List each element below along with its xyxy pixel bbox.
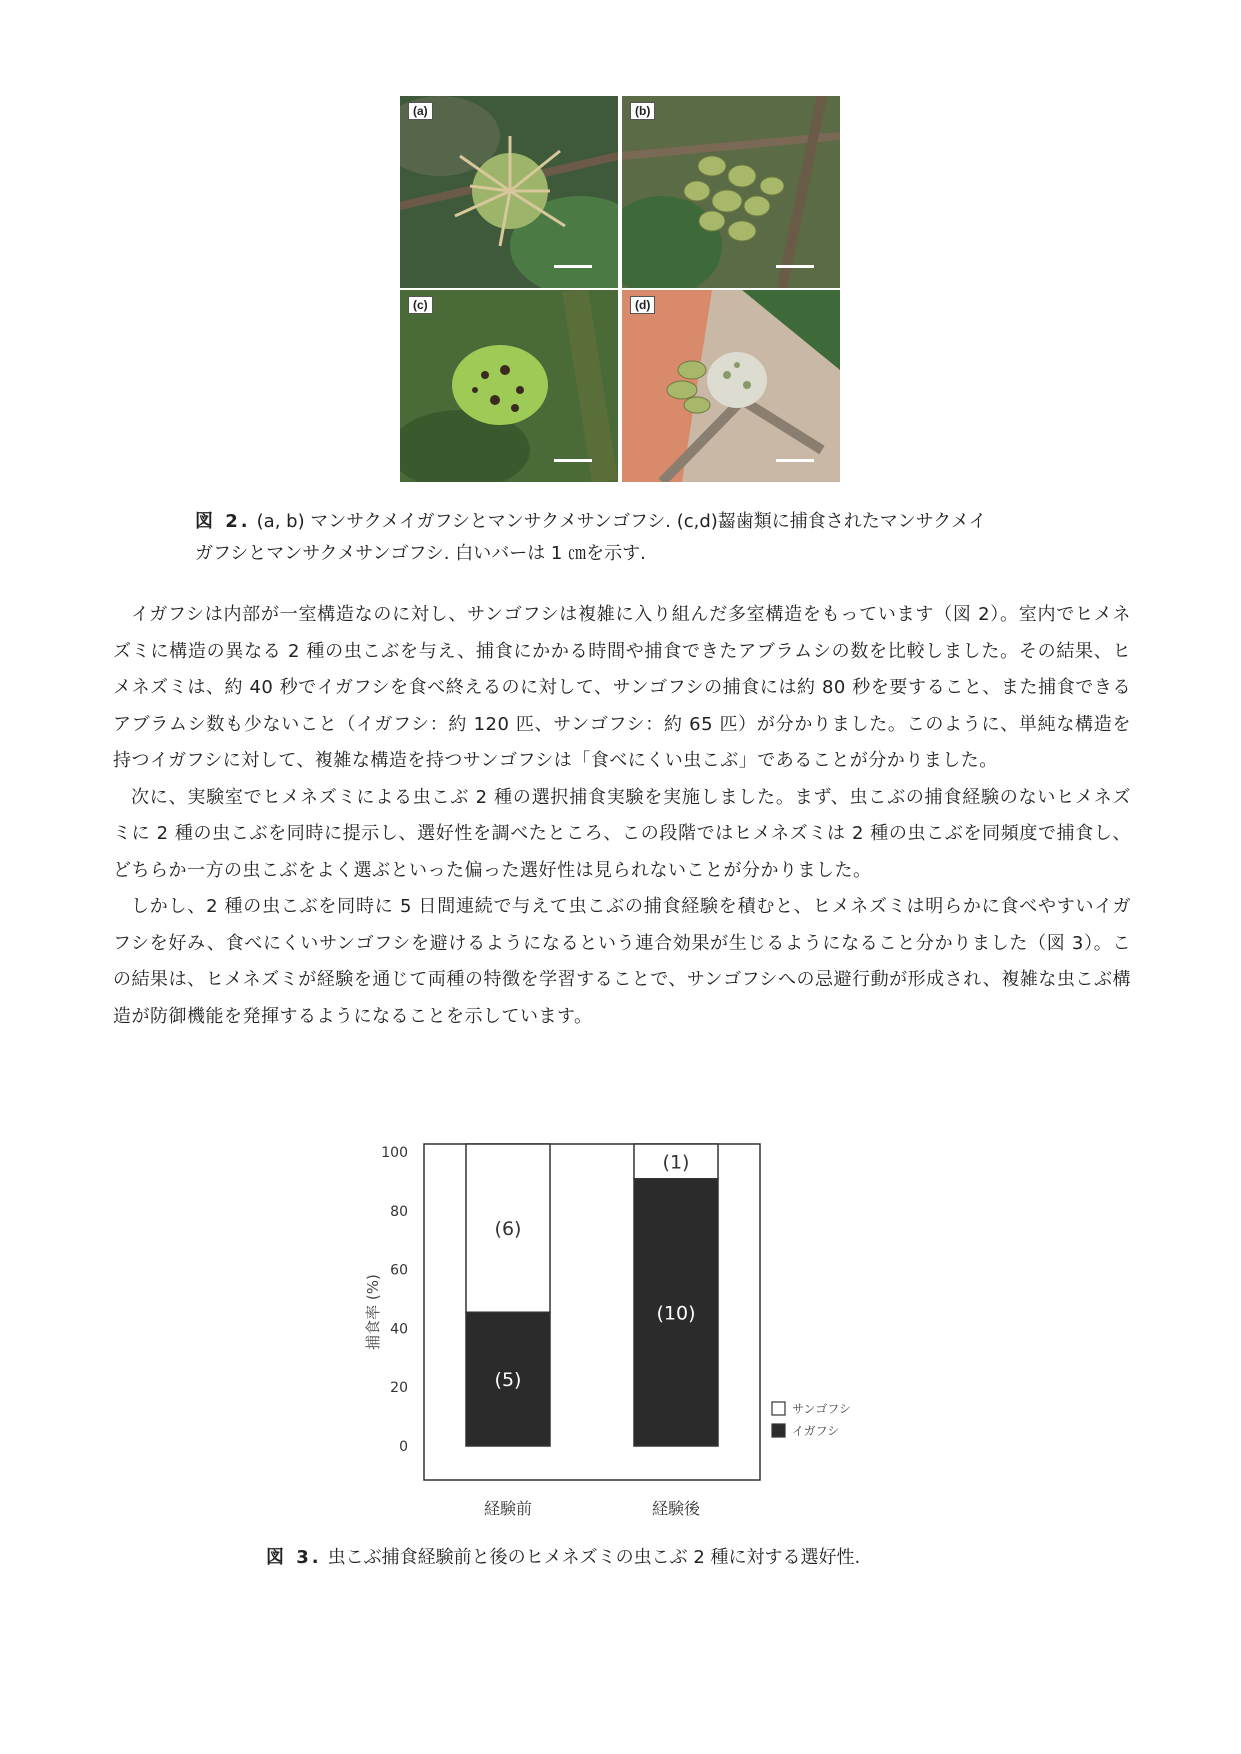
- body-text: [113, 597, 1131, 1035]
- photo-panel-b: [622, 96, 840, 288]
- bar-count-label: (6): [494, 1218, 522, 1241]
- eaten-spiny-gall-photo-icon: [400, 290, 618, 482]
- figure2-caption-line1: (a, b) マンサクメイガフシとマンサクメサンゴフシ. (c,d)齧歯類に捕食されたマンサクメイ: [256, 511, 987, 532]
- photo-panel-c: [400, 290, 618, 482]
- panel-label-d: (d): [630, 296, 655, 314]
- figure2-caption-line2: ガフシとマンサクメサンゴフシ. 白いバーは 1 ㎝を示す.: [195, 543, 646, 564]
- figure2-photo-grid: [400, 96, 840, 482]
- y-axis-label: 捕食率 (%): [364, 1274, 382, 1350]
- y-tick-label: 40: [390, 1321, 408, 1338]
- y-tick-label: 0: [399, 1439, 408, 1455]
- panel-label-a: (a): [408, 102, 433, 120]
- spiny-gall-photo-icon: [400, 96, 618, 288]
- panel-label-b: (b): [630, 102, 655, 120]
- legend-label: サンゴフシ: [792, 1402, 851, 1416]
- legend-swatch: [772, 1402, 785, 1415]
- scale-bar: [554, 459, 592, 462]
- figure2-caption: [195, 506, 1135, 570]
- y-tick-label: 60: [390, 1262, 408, 1279]
- figure3-caption-label: 図 3.: [266, 1547, 322, 1568]
- figure3-chart: [360, 1128, 900, 1528]
- figure3-caption: [266, 1542, 1066, 1574]
- x-category-label: 経験後: [651, 1499, 701, 1518]
- panel-label-c: (c): [408, 296, 433, 314]
- paragraph-1: イガフシは内部が一室構造なのに対し、サンゴフシは複雑に入り組んだ多室構造をもっています（図 2）。室内でヒメネズミに構造の異なる 2 種の虫こぶを与え、捕食にかかる時間や捕食できたアブラムシの数を比較しました。その結果、ヒメネズミは、約 40 秒でイガフシを食べ終えるのに対して、サンゴフシの捕食には約 80 秒を要すること、また捕食できるアブラムシ数も少ないこと（イガフシ：約 120 匹、サンゴフシ：約 65 匹）が分かりました。このように、単純な構造を持つイガフシに対して、複雑な構造を持つサンゴフシは「食べにくい虫こぶ」であることが分かりました。: [113, 604, 1131, 771]
- figure3-caption-text: 虫こぶ捕食経験前と後のヒメネズミの虫こぶ 2 種に対する選好性.: [327, 1547, 861, 1568]
- paragraph-2: 次に、実験室でヒメネズミによる虫こぶ 2 種の選択捕食実験を実施しました。まず、虫こぶの捕食経験のないヒメネズミに 2 種の虫こぶを同時に提示し、選好性を調べたところ、この段階ではヒメネズミは 2 種の虫こぶを同頻度で捕食し、どちらか一方の虫こぶをよく選ぶといった偏った選好性は見られないことが分かりました。: [113, 786, 1131, 881]
- x-category-label: 経験前: [483, 1499, 533, 1518]
- y-tick-label: 20: [390, 1380, 408, 1397]
- stacked-bar-chart: [360, 1128, 900, 1528]
- bar-count-label: (1): [662, 1151, 690, 1174]
- legend-label: イガフシ: [792, 1424, 840, 1438]
- y-tick-label: 100: [381, 1145, 408, 1161]
- photo-panel-a: [400, 96, 618, 288]
- scale-bar: [776, 459, 814, 462]
- bar-count-label: (5): [494, 1369, 522, 1392]
- coral-gall-photo-icon: [622, 96, 840, 288]
- scale-bar: [554, 265, 592, 268]
- paragraph-3: しかし、2 種の虫こぶを同時に 5 日間連続で与えて虫こぶの捕食経験を積むと、ヒメネズミは明らかに食べやすいイガフシを好み、食べにくいサンゴフシを避けるようになるという連合効果が生じるようになること分かりました（図 3）。この結果は、ヒメネズミが経験を通じて両種の特徴を学習することで、サンゴフシへの忌避行動が形成され、複雑な虫こぶ構造が防御機能を発揮するようになることを示しています。: [113, 896, 1131, 1027]
- figure2-caption-label: 図 2.: [195, 511, 251, 532]
- y-tick-label: 80: [390, 1203, 408, 1220]
- eaten-coral-gall-photo-icon: [622, 290, 840, 482]
- scale-bar: [776, 265, 814, 268]
- bar-count-label: (10): [656, 1302, 696, 1325]
- photo-panel-d: [622, 290, 840, 482]
- legend-swatch: [772, 1424, 785, 1437]
